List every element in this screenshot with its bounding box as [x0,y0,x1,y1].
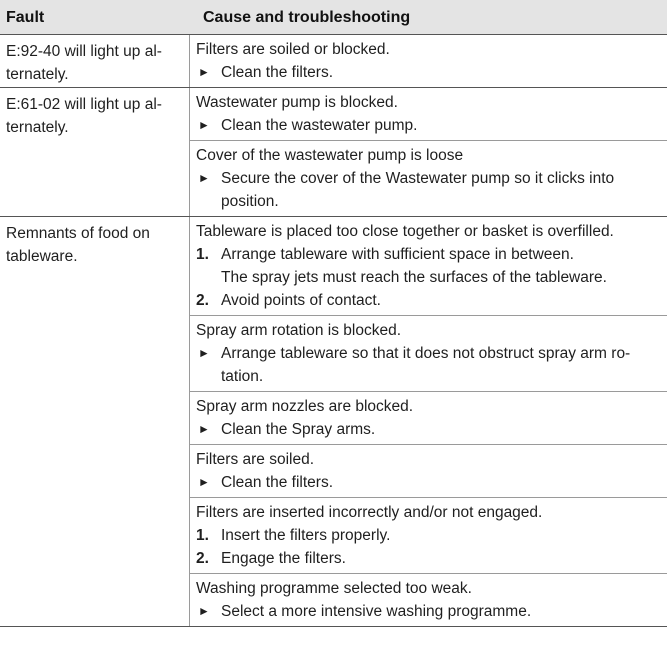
cause-block [190,140,667,216]
step-number: 2. [196,292,209,309]
arrow-bullet-icon: ► [198,65,210,79]
step-line: Arrange tableware with sufficient space in between. [221,246,574,263]
remedy-step [196,600,667,623]
cause-block [190,444,667,497]
header-cause: Cause and troubleshooting [203,9,411,26]
remedy-step [196,61,667,84]
table-row [0,217,667,627]
remedy-step [196,471,667,494]
arrow-bullet-icon: ► [198,475,210,489]
step-text [221,342,667,388]
step-text [221,167,667,213]
step-text [221,524,667,547]
table-row [0,88,667,217]
step-text [221,547,667,570]
cause-block [190,35,667,87]
step-number: 1. [196,246,209,263]
step-line: Clean the filters. [221,474,333,491]
remedy-step [196,243,667,289]
step-line: Avoid points of contact. [221,292,381,309]
step-line: Secure the cover of the Wastewater pump so it clicks into [221,170,615,187]
cause-title: Filters are soiled or blocked. [196,41,390,58]
cause-title: Wastewater pump is blocked. [196,94,398,111]
cause-cell [189,217,667,626]
cause-cell [189,35,667,87]
step-text [221,114,667,137]
fault-text: E:61-02 will light up al- [6,96,162,113]
cause-title: Washing programme selected too weak. [196,580,472,597]
step-line: Clean the filters. [221,64,333,81]
step-text [221,418,667,441]
remedy-step [196,418,667,441]
remedy-step [196,342,667,388]
cause-title: Filters are soiled. [196,451,315,468]
step-line: Insert the filters properly. [221,527,391,544]
cause-title: Tableware is placed too close together or basket is overfilled. [196,223,614,240]
step-text [221,471,667,494]
cause-title: Spray arm nozzles are blocked. [196,398,414,415]
remedy-step [196,547,667,570]
step-line: The spray jets must reach the surfaces of the tableware. [221,269,607,286]
fault-cell [0,88,189,216]
arrow-bullet-icon: ► [198,422,210,436]
step-line: Engage the filters. [221,550,346,567]
fault-cell [0,35,189,87]
fault-cell [0,217,189,626]
remedy-step [196,289,667,312]
arrow-bullet-icon: ► [198,118,210,132]
remedy-step [196,524,667,547]
fault-text: E:92-40 will light up al- [6,43,162,60]
step-line: tation. [221,368,264,385]
step-text [221,289,667,312]
table-row [0,35,667,88]
cause-block [190,573,667,626]
step-line: position. [221,193,279,210]
arrow-bullet-icon: ► [198,604,210,618]
cause-title: Filters are inserted incorrectly and/or not engaged. [196,504,543,521]
table-header [0,0,667,35]
fault-text: Remnants of food on [6,225,150,242]
step-text [221,600,667,623]
arrow-bullet-icon: ► [198,346,210,360]
fault-text: tableware. [6,248,78,265]
fault-text: ternately. [6,119,69,136]
cause-cell [189,88,667,216]
header-fault: Fault [6,9,45,26]
step-text [221,61,667,84]
step-line: Select a more intensive washing programme. [221,603,532,620]
cause-title: Spray arm rotation is blocked. [196,322,402,339]
cause-block [190,391,667,444]
step-text [221,243,667,289]
remedy-step [196,114,667,137]
step-number: 1. [196,527,209,544]
step-line: Arrange tableware so that it does not obstruct spray arm ro- [221,345,631,362]
remedy-step [196,167,667,213]
step-number: 2. [196,550,209,567]
step-line: Clean the wastewater pump. [221,117,418,134]
arrow-bullet-icon: ► [198,171,210,185]
cause-block [190,217,667,315]
step-line: Clean the Spray arms. [221,421,376,438]
fault-text: ternately. [6,66,69,83]
table-body [0,35,667,627]
cause-block [190,497,667,573]
cause-block [190,315,667,391]
cause-block [190,88,667,140]
cause-title: Cover of the wastewater pump is loose [196,147,464,164]
